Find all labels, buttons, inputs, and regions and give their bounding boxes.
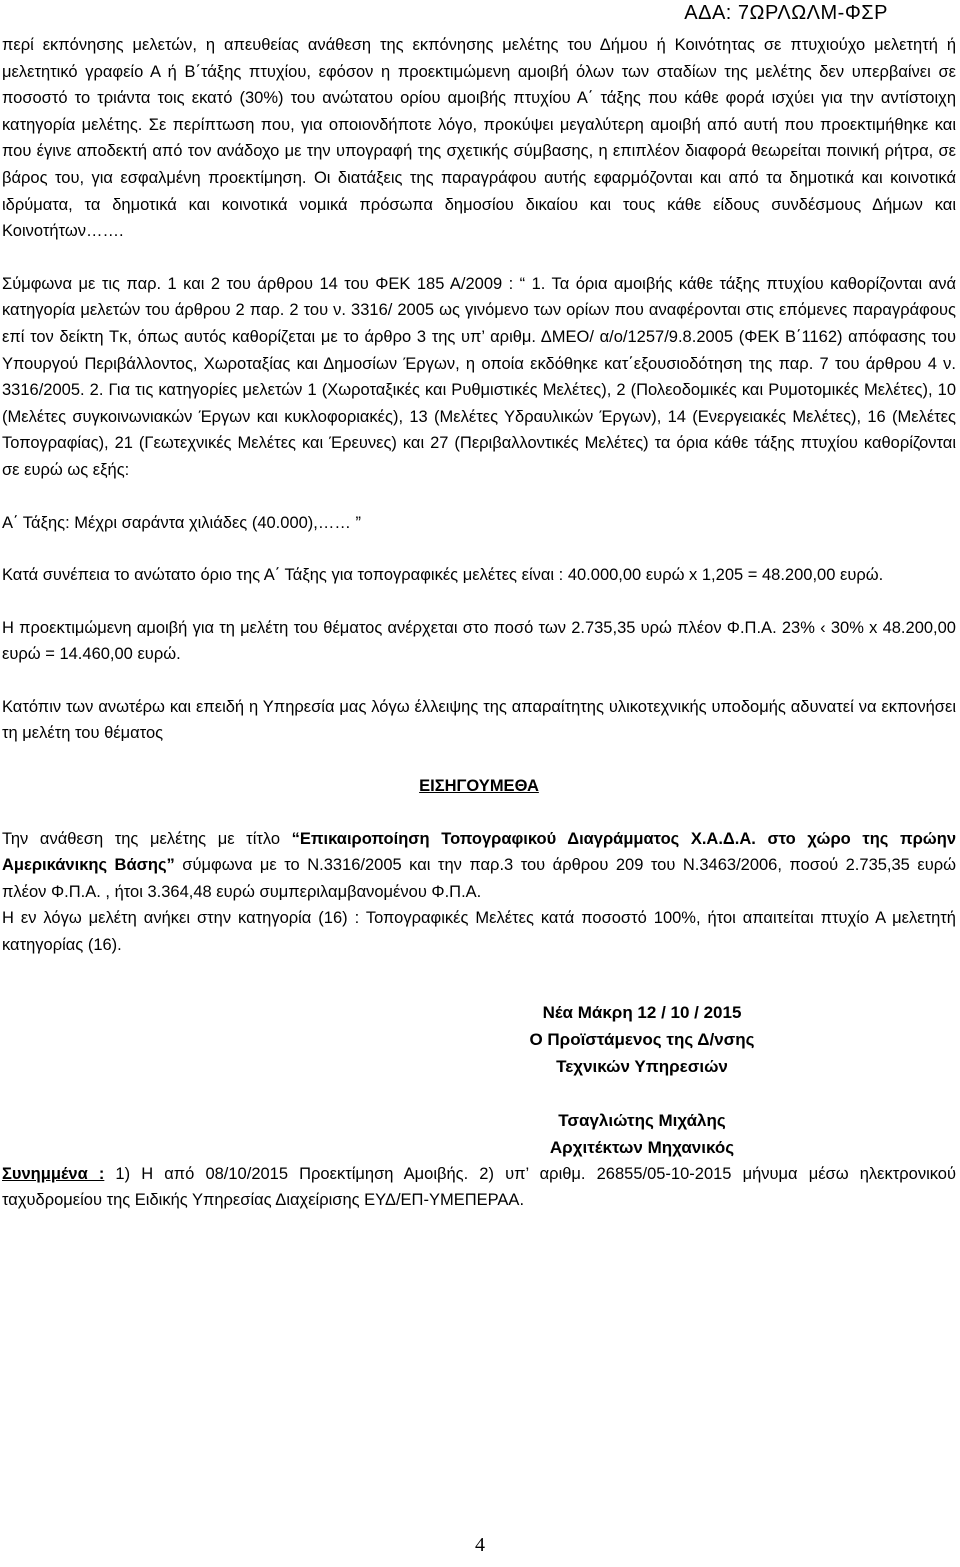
provision-text-1: περί εκπόνησης μελετών, η απευθείας ανάθεση της εκπόνησης μελέτης του Δήμου ή Κοινότητας σε πτυχιούχο μελετητή ή μελετητικό γραφείο Α ή Β΄τάξης πτυχίου, εφόσον η προεκτιμώμενη αμοιβή όλων των σταδίων της μελέτης δεν υπερβαίνει σε ποσοστό το τριάντα τοις εκατό (30%) του ανώτατου ορίου αμοιβής πτυχίου Α΄ τάξης που κάθε φορά ισχύει για την αντίστοιχη κατηγορία μελέτης. (2, 36, 956, 134)
proposal-intro: Την ανάθεση της μελέτης με τίτλο (2, 829, 292, 848)
place-date: Νέα Μάκρη 12 / 10 / 2015 (542, 1002, 742, 1022)
attachments (2, 1161, 956, 1214)
paragraph-proposal (2, 826, 956, 906)
study-title: “Επικαιροποίηση Τοπογραφικού Διαγράμματος Χ.Α.Δ.Α. στο χώρο της πρώην Αμερικάνικης Βάσης” (2, 829, 956, 875)
paragraph-max-limit: Κατά συνέπεια το ανώτατο όριο της Α΄ Τάξης για τοπογραφικές μελέτες είναι : 40.000,00 ευρώ x 1,205 = 48.200,00 ευρώ. (2, 566, 884, 585)
paragraph-category: Η εν λόγω μελέτη ανήκει στην κατηγορία (16) : Τοπογραφικές Μελέτες κατά ποσοστό 100%, ήτοι απαιτείται πτυχίο Α μελετητή κατηγορίας (16). (2, 909, 956, 955)
paragraph-reasoning: Κατόπιν των ανωτέρω και επειδή η Υπηρεσία μας λόγω έλλειψης της απαραίτητης υλικοτεχνικής υποδομής αδυνατεί να εκπονήσει τη μελέτη του θέματος (2, 697, 956, 743)
signatory-name: Τσαγλιώτης Μιχάλης (558, 1110, 726, 1130)
section-heading: ΕΙΣΗΓΟΥΜΕΘΑ (419, 777, 539, 796)
paragraph-estimated-fee: Η προεκτιμώμενη αμοιβή για τη μελέτη του θέματος ανέρχεται στο ποσό των 2.735,35 υρώ πλέον Φ.Π.Α. 23% ‹ 30% x 48.200,00 ευρώ = 14.460,00 ευρώ. (2, 618, 956, 664)
signature-block (2, 999, 960, 1161)
attachments-label: Συνημμένα : (2, 1164, 105, 1183)
attachments-text: 1) Η από 08/10/2015 Προεκτίμηση Αμοιβής. 2) υπ’ αριθμ. 26855/05-10-2015 μήνυμα μέσω ηλεκτρονικού ταχυδρομείου της Ειδικής Υπηρεσίας Διαχείρισης ΕΥΔ/ΕΠ-ΥΜΕΠΕΡΑΑ. (2, 1164, 957, 1210)
document-body (2, 32, 956, 1214)
paragraph-class-a: Α΄ Τάξης: Μέχρι σαράντα χιλιάδες (40.000),…… ” (2, 513, 361, 532)
ada-code: ΑΔΑ: 7ΩΡΛΩΛΜ-ΦΣΡ (684, 2, 888, 24)
signatory-title: Αρχιτέκτων Μηχανικός (549, 1137, 735, 1157)
signatory-role: Ο Προϊστάμενος της Δ/νσης (529, 1029, 755, 1049)
signatory-department: Τεχνικών Υπηρεσιών (556, 1056, 728, 1076)
proposal-details: σύμφωνα με το Ν.3316/2005 και την παρ.3 του άρθρου 209 του Ν.3463/2006, ποσού 2.735,35 ευρώ πλέον Φ.Π.Α. , ήτοι 3.364,48 ευρώ συμπεριλαμβανομένου Φ.Π.Α. (2, 856, 957, 901)
provision-text-2: Σε περίπτωση που, για οποιονδήποτε λόγο, προκύψει μεγαλύτερη αμοιβή από αυτή που προεκτιμήθηκε και που έγινε αποδεκτή από τον ανάδοχο με την υπογραφή της σχετικής σύμβασης, η επιπλέον διαφορά θεωρείται ποινική ρήτρα, σε βάρος του, για εσφαλμένη προεκτίμηση. (2, 115, 956, 187)
page-number: 4 (475, 1534, 485, 1556)
paragraph-fee-limits: Σύμφωνα με τις παρ. 1 και 2 του άρθρου 14 του ΦΕΚ 185 Α/2009 : “ 1. Τα όρια αμοιβής κάθε τάξης πτυχίου καθορίζονται ανά κατηγορία μελετών του άρθρου 2 παρ. 2 του ν. 3316/ 2005 ως γινόμενο των ορίων που αναφέρονται στις επόμενες παραγράφους επί τον δείκτη Τκ, όπως αυτός καθορίζεται με το άρθρο 3 της υπ’ αριθμ. ΔΜΕΟ/ α/ο/1257/9.8.2005 (ΦΕΚ Β΄1162) απόφασης του Υπουργού Περιβάλλοντος, Χωροταξίας και Δημοσίων Έργων, η οποία εκδόθηκε κατ΄εξουσιοδότηση της παρ. 7 του άρθρου 4 ν. 3316/2005. 2. Για τις κατηγορίες μελετών 1 (Χωροταξικές και Ρυθμιστικές Μελέτες), 2 (Πολεοδομικές και Ρυμοτομικές Μελέτες), 10 (Μελέτες συγκοινωνιακών Έργων και κυκλοφοριακές), 13 (Μελέτες Υδραυλικών Έργων), 14 (Ενεργειακές Μελέτες), 16 (Μελέτες Τοπογραφίας), 21 (Γεωτεχνικές Μελέτες και Έρευνες) και 27 (Περιβαλλοντικές Μελέτες) τα όρια κάθε τάξης πτυχίου καθορίζονται σε ευρώ ως εξής: (2, 274, 956, 479)
paragraph-legal-provision (2, 32, 956, 245)
provision-text-3: Οι διατάξεις της παραγράφου αυτής εφαρμόζονται και από τα δημοτικά και κοινοτικά ιδρύματα, τα δημοτικά και κοινοτικά νομικά πρόσωπα δημοσίου δικαίου και τους κάθε είδους συνδέσμους Δήμων και Κοινοτήτων……. (2, 168, 956, 241)
